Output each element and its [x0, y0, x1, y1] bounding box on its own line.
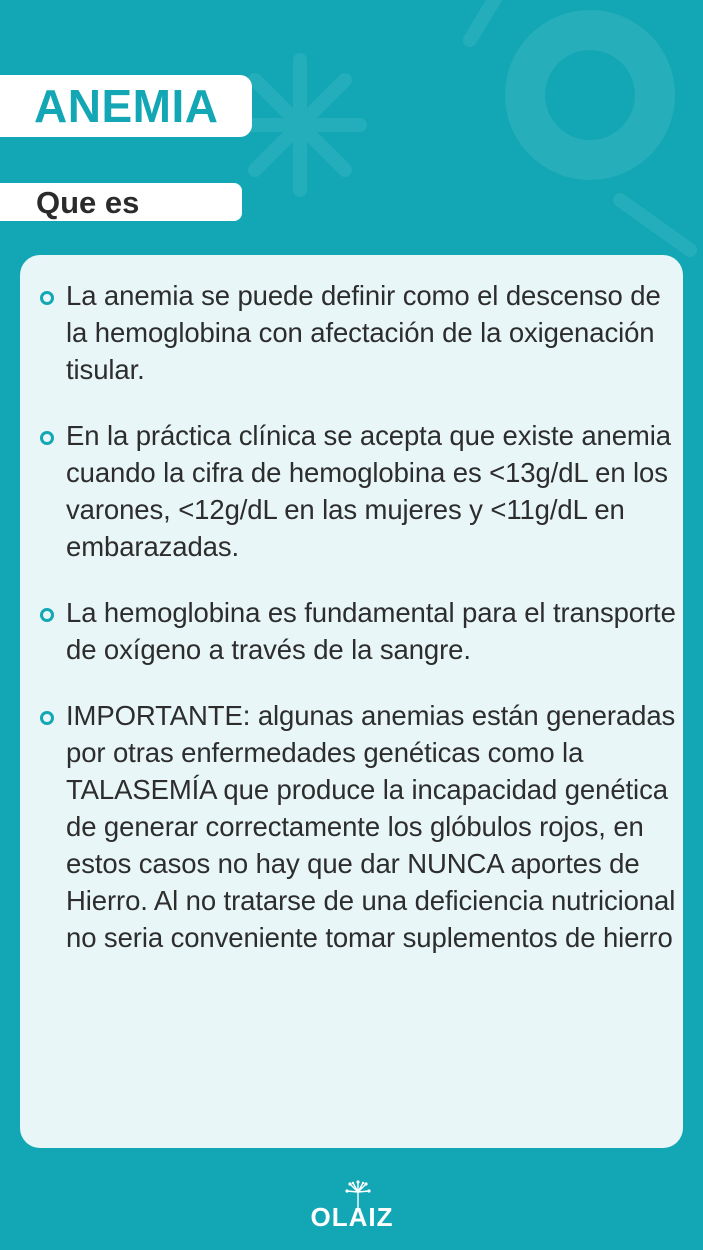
list-item-text: La anemia se puede definir como el descenso de la hemoglobina con afectación de la oxigenación tisular. — [66, 280, 661, 385]
bullet-icon — [40, 291, 54, 305]
bullet-icon — [40, 431, 54, 445]
page-subtitle: Que es — [36, 184, 140, 220]
bullet-icon — [40, 608, 54, 622]
list-item — [38, 697, 678, 956]
bullet-list — [38, 277, 683, 956]
page-title: ANEMIA — [34, 80, 219, 132]
title-banner — [0, 75, 252, 137]
subtitle-banner — [0, 183, 242, 221]
list-item — [38, 417, 678, 565]
bullet-icon — [40, 711, 54, 725]
olaiz-logo — [300, 1180, 404, 1234]
list-item-text: IMPORTANTE: algunas anemias están generadas por otras enfermedades genéticas como la TALASEMÍA que produce la incapacidad genética de generar correctamente los glóbulos rojos, en estos casos no hay que dar NUNCA aportes de Hierro. Al no tratarse de una deficiencia nutricional no seria conveniente tomar suplementos de hierro — [66, 700, 676, 953]
content-card — [20, 255, 683, 1148]
list-item — [38, 594, 678, 668]
logo-text: OLAIZ — [310, 1202, 394, 1232]
list-item — [38, 277, 678, 388]
list-item-text: En la práctica clínica se acepta que existe anemia cuando la cifra de hemoglobina es <13g/dL en los varones, <12g/dL en las mujeres y <11g/dL en embarazadas. — [66, 420, 671, 562]
list-item-text: La hemoglobina es fundamental para el transporte de oxígeno a través de la sangre. — [66, 597, 676, 665]
